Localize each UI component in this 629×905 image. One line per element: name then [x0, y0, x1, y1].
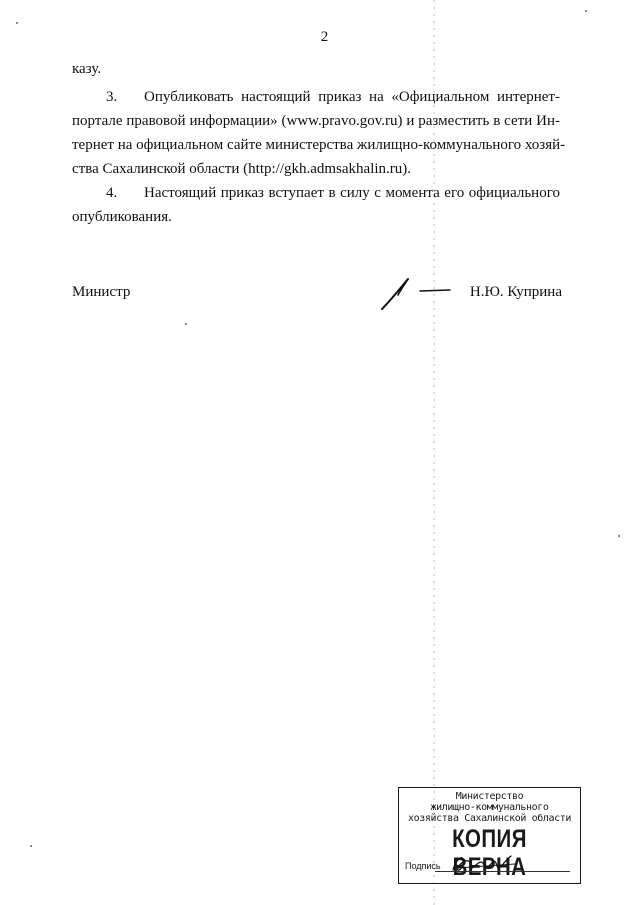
scan-speck [30, 845, 32, 847]
stamp-title: КОПИЯ ВЕРНА [452, 825, 527, 881]
page-number: 2 [320, 29, 329, 45]
clause-4-line-1: Настоящий приказ вступает в силу с момента его официального [144, 185, 560, 201]
clause-3-line-3: тернет на официальном сайте министерства жилищно-коммунального хозяй- [72, 137, 566, 153]
document-body [72, 57, 566, 229]
signature-block [72, 283, 562, 313]
signatory-role: Министр [72, 284, 131, 300]
clause-3-line-1: Опубликовать настоящий приказ на «Официальном интернет- [144, 89, 560, 105]
signatory-name: Н.Ю. Куприна [469, 284, 562, 300]
clause-4-line-2: опубликования. [72, 209, 172, 225]
clause-3-number: 3. [106, 89, 118, 105]
clause-4-number: 4. [106, 185, 118, 201]
continuation-text: казу. [72, 61, 102, 77]
scan-speck [16, 22, 18, 24]
clause-3-line-4: ства Сахалинской области (http://gkh.admsakhalin.ru). [72, 161, 412, 177]
stamp-org-line-3: хозяйства Сахалинской области [408, 813, 571, 824]
stamp-org-line-1: Министерство [455, 791, 524, 802]
stamp-signature-label: Подпись [405, 861, 441, 871]
clause-3-line-2: портале правовой информации» (www.pravo.gov.ru) и разместить в сети Ин- [72, 113, 560, 129]
handwritten-signature [372, 271, 462, 315]
clause-3 [72, 85, 566, 181]
scan-speck [185, 323, 187, 325]
stamp-org-line-2: жилищно-коммунального [430, 802, 549, 813]
scan-speck [618, 535, 620, 537]
scan-speck [585, 10, 587, 12]
certified-copy-stamp [398, 787, 581, 884]
stamp-handwritten-signature [449, 850, 519, 876]
clause-4 [72, 181, 560, 229]
